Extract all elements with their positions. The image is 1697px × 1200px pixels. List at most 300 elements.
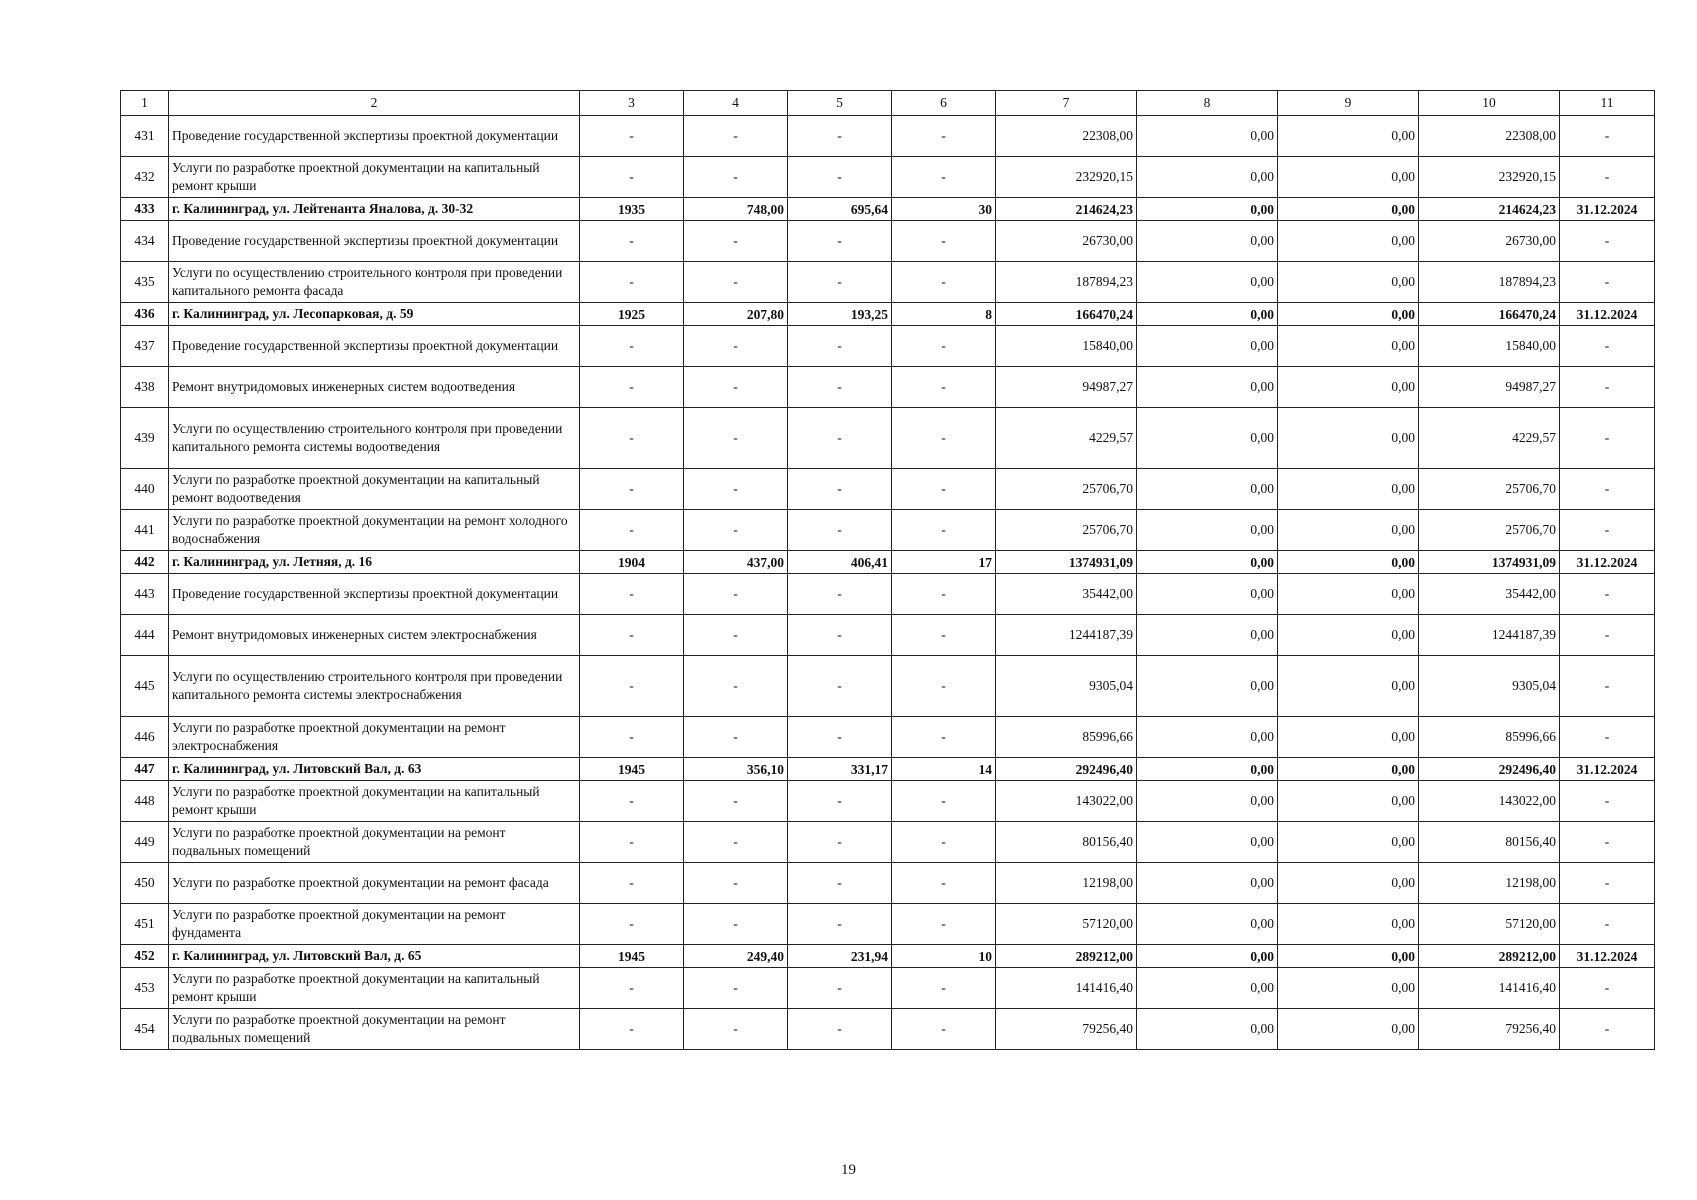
fund-cell: 0,00 [1137, 863, 1278, 904]
year-cell: - [580, 326, 684, 367]
owners-funds-cell: 143022,00 [1419, 781, 1560, 822]
area-total-cell: - [684, 904, 788, 945]
residents-cell: - [892, 1009, 996, 1050]
column-number-header-row [121, 91, 1655, 116]
work-description: Услуги по разработке проектной документации на капитальный ремонт водоотведения [169, 469, 580, 510]
fund-cell: 0,00 [1137, 221, 1278, 262]
owners-funds-cell: 1244187,39 [1419, 615, 1560, 656]
work-row [121, 408, 1655, 469]
row-number: 438 [121, 367, 169, 408]
area-living-cell: - [788, 221, 892, 262]
area-living-cell: 193,25 [788, 303, 892, 326]
year-cell: - [580, 116, 684, 157]
residents-cell: 30 [892, 198, 996, 221]
owners-funds-cell: 57120,00 [1419, 904, 1560, 945]
fund-cell: 0,00 [1137, 510, 1278, 551]
year-cell: - [580, 717, 684, 758]
area-total-cell: - [684, 615, 788, 656]
budget-cell: 0,00 [1278, 574, 1419, 615]
completion-date-cell: 31.12.2024 [1560, 945, 1655, 968]
column-header: 6 [892, 91, 996, 116]
fund-cell: 0,00 [1137, 574, 1278, 615]
fund-cell: 0,00 [1137, 198, 1278, 221]
fund-cell: 0,00 [1137, 968, 1278, 1009]
area-living-cell: - [788, 262, 892, 303]
cost-total-cell: 80156,40 [996, 822, 1137, 863]
area-living-cell: - [788, 615, 892, 656]
work-description: Проведение государственной экспертизы проектной документации [169, 574, 580, 615]
owners-funds-cell: 166470,24 [1419, 303, 1560, 326]
work-row [121, 469, 1655, 510]
area-total-cell: - [684, 367, 788, 408]
area-total-cell: - [684, 968, 788, 1009]
row-number: 446 [121, 717, 169, 758]
completion-date-cell: - [1560, 781, 1655, 822]
budget-cell: 0,00 [1278, 367, 1419, 408]
area-living-cell: - [788, 968, 892, 1009]
address-title: г. Калининград, ул. Лесопарковая, д. 59 [169, 303, 580, 326]
work-row [121, 822, 1655, 863]
year-cell: 1935 [580, 198, 684, 221]
row-number: 451 [121, 904, 169, 945]
row-number: 452 [121, 945, 169, 968]
area-living-cell: - [788, 510, 892, 551]
budget-cell: 0,00 [1278, 904, 1419, 945]
work-row [121, 1009, 1655, 1050]
fund-cell: 0,00 [1137, 945, 1278, 968]
completion-date-cell: - [1560, 367, 1655, 408]
area-living-cell: 406,41 [788, 551, 892, 574]
residents-cell: - [892, 615, 996, 656]
budget-cell: 0,00 [1278, 510, 1419, 551]
row-number: 441 [121, 510, 169, 551]
address-title: г. Калининград, ул. Лейтенанта Яналова, д. 30-32 [169, 198, 580, 221]
row-number: 442 [121, 551, 169, 574]
owners-funds-cell: 12198,00 [1419, 863, 1560, 904]
work-description: Услуги по осуществлению строительного контроля при проведении капитального ремонта фасада [169, 262, 580, 303]
column-header: 11 [1560, 91, 1655, 116]
year-cell: - [580, 781, 684, 822]
budget-cell: 0,00 [1278, 116, 1419, 157]
budget-cell: 0,00 [1278, 656, 1419, 717]
address-row [121, 303, 1655, 326]
year-cell: - [580, 221, 684, 262]
fund-cell: 0,00 [1137, 717, 1278, 758]
owners-funds-cell: 187894,23 [1419, 262, 1560, 303]
completion-date-cell: 31.12.2024 [1560, 758, 1655, 781]
owners-funds-cell: 26730,00 [1419, 221, 1560, 262]
budget-cell: 0,00 [1278, 781, 1419, 822]
completion-date-cell: - [1560, 615, 1655, 656]
row-number: 436 [121, 303, 169, 326]
owners-funds-cell: 79256,40 [1419, 1009, 1560, 1050]
fund-cell: 0,00 [1137, 116, 1278, 157]
work-description: Ремонт внутридомовых инженерных систем электроснабжения [169, 615, 580, 656]
area-living-cell: - [788, 656, 892, 717]
work-description: Услуги по разработке проектной документации на ремонт подвальных помещений [169, 822, 580, 863]
column-header: 4 [684, 91, 788, 116]
budget-cell: 0,00 [1278, 551, 1419, 574]
area-total-cell: - [684, 781, 788, 822]
budget-cell: 0,00 [1278, 758, 1419, 781]
year-cell: - [580, 157, 684, 198]
row-number: 437 [121, 326, 169, 367]
cost-total-cell: 25706,70 [996, 469, 1137, 510]
work-description: Услуги по разработке проектной документации на ремонт подвальных помещений [169, 1009, 580, 1050]
row-number: 445 [121, 656, 169, 717]
fund-cell: 0,00 [1137, 1009, 1278, 1050]
residents-cell: 17 [892, 551, 996, 574]
completion-date-cell: - [1560, 822, 1655, 863]
work-description: Услуги по разработке проектной документации на капитальный ремонт крыши [169, 157, 580, 198]
work-row [121, 717, 1655, 758]
budget-cell: 0,00 [1278, 408, 1419, 469]
owners-funds-cell: 141416,40 [1419, 968, 1560, 1009]
budget-cell: 0,00 [1278, 945, 1419, 968]
work-row [121, 904, 1655, 945]
year-cell: - [580, 262, 684, 303]
cost-total-cell: 94987,27 [996, 367, 1137, 408]
budget-cell: 0,00 [1278, 157, 1419, 198]
residents-cell: - [892, 367, 996, 408]
column-header: 1 [121, 91, 169, 116]
area-total-cell: - [684, 717, 788, 758]
cost-total-cell: 9305,04 [996, 656, 1137, 717]
residents-cell: - [892, 408, 996, 469]
cost-total-cell: 141416,40 [996, 968, 1137, 1009]
cost-total-cell: 26730,00 [996, 221, 1137, 262]
fund-cell: 0,00 [1137, 408, 1278, 469]
cost-total-cell: 79256,40 [996, 1009, 1137, 1050]
residents-cell: - [892, 781, 996, 822]
year-cell: - [580, 656, 684, 717]
work-row [121, 615, 1655, 656]
budget-cell: 0,00 [1278, 198, 1419, 221]
work-description: Услуги по разработке проектной документации на капитальный ремонт крыши [169, 781, 580, 822]
year-cell: - [580, 615, 684, 656]
owners-funds-cell: 15840,00 [1419, 326, 1560, 367]
residents-cell: - [892, 221, 996, 262]
work-description: Услуги по разработке проектной документации на ремонт фундамента [169, 904, 580, 945]
row-number: 431 [121, 116, 169, 157]
residents-cell: - [892, 574, 996, 615]
year-cell: 1904 [580, 551, 684, 574]
column-header: 2 [169, 91, 580, 116]
residents-cell: 10 [892, 945, 996, 968]
row-number: 434 [121, 221, 169, 262]
budget-cell: 0,00 [1278, 221, 1419, 262]
completion-date-cell: - [1560, 326, 1655, 367]
work-description: Проведение государственной экспертизы проектной документации [169, 326, 580, 367]
work-description: Услуги по разработке проектной документации на капитальный ремонт крыши [169, 968, 580, 1009]
year-cell: - [580, 863, 684, 904]
budget-cell: 0,00 [1278, 262, 1419, 303]
owners-funds-cell: 25706,70 [1419, 510, 1560, 551]
area-total-cell: 437,00 [684, 551, 788, 574]
budget-cell: 0,00 [1278, 615, 1419, 656]
cost-total-cell: 1374931,09 [996, 551, 1137, 574]
fund-cell: 0,00 [1137, 822, 1278, 863]
area-total-cell: 748,00 [684, 198, 788, 221]
address-row [121, 945, 1655, 968]
residents-cell: - [892, 717, 996, 758]
year-cell: - [580, 822, 684, 863]
cost-total-cell: 12198,00 [996, 863, 1137, 904]
residents-cell: - [892, 510, 996, 551]
year-cell: - [580, 510, 684, 551]
completion-date-cell: 31.12.2024 [1560, 551, 1655, 574]
area-total-cell: - [684, 262, 788, 303]
fund-cell: 0,00 [1137, 367, 1278, 408]
residents-cell: - [892, 326, 996, 367]
cost-total-cell: 214624,23 [996, 198, 1137, 221]
owners-funds-cell: 292496,40 [1419, 758, 1560, 781]
cost-total-cell: 232920,15 [996, 157, 1137, 198]
cost-total-cell: 57120,00 [996, 904, 1137, 945]
area-total-cell: 207,80 [684, 303, 788, 326]
row-number: 435 [121, 262, 169, 303]
year-cell: - [580, 367, 684, 408]
year-cell: - [580, 968, 684, 1009]
area-living-cell: 331,17 [788, 758, 892, 781]
residents-cell: - [892, 863, 996, 904]
owners-funds-cell: 25706,70 [1419, 469, 1560, 510]
area-living-cell: - [788, 822, 892, 863]
completion-date-cell: - [1560, 717, 1655, 758]
work-row [121, 656, 1655, 717]
column-header: 5 [788, 91, 892, 116]
budget-cell: 0,00 [1278, 863, 1419, 904]
completion-date-cell: - [1560, 157, 1655, 198]
work-row [121, 326, 1655, 367]
address-title: г. Калининград, ул. Литовский Вал, д. 63 [169, 758, 580, 781]
work-row [121, 116, 1655, 157]
cost-total-cell: 25706,70 [996, 510, 1137, 551]
owners-funds-cell: 232920,15 [1419, 157, 1560, 198]
completion-date-cell: - [1560, 1009, 1655, 1050]
area-total-cell: 249,40 [684, 945, 788, 968]
row-number: 443 [121, 574, 169, 615]
address-row [121, 551, 1655, 574]
area-living-cell: - [788, 781, 892, 822]
residents-cell: - [892, 904, 996, 945]
row-number: 453 [121, 968, 169, 1009]
area-living-cell: - [788, 469, 892, 510]
document-page [120, 90, 1654, 1050]
owners-funds-cell: 94987,27 [1419, 367, 1560, 408]
completion-date-cell: - [1560, 116, 1655, 157]
row-number: 450 [121, 863, 169, 904]
area-living-cell: - [788, 863, 892, 904]
owners-funds-cell: 4229,57 [1419, 408, 1560, 469]
area-total-cell: - [684, 822, 788, 863]
area-living-cell: - [788, 1009, 892, 1050]
work-description: Проведение государственной экспертизы проектной документации [169, 116, 580, 157]
area-total-cell: - [684, 408, 788, 469]
work-row [121, 510, 1655, 551]
year-cell: 1925 [580, 303, 684, 326]
work-row [121, 221, 1655, 262]
repair-program-table [120, 90, 1655, 1050]
area-living-cell: - [788, 326, 892, 367]
year-cell: - [580, 904, 684, 945]
area-total-cell: - [684, 116, 788, 157]
area-living-cell: - [788, 574, 892, 615]
area-living-cell: - [788, 157, 892, 198]
fund-cell: 0,00 [1137, 615, 1278, 656]
area-total-cell: 356,10 [684, 758, 788, 781]
area-total-cell: - [684, 469, 788, 510]
column-header: 3 [580, 91, 684, 116]
row-number: 454 [121, 1009, 169, 1050]
fund-cell: 0,00 [1137, 469, 1278, 510]
fund-cell: 0,00 [1137, 303, 1278, 326]
completion-date-cell: - [1560, 221, 1655, 262]
budget-cell: 0,00 [1278, 326, 1419, 367]
owners-funds-cell: 22308,00 [1419, 116, 1560, 157]
budget-cell: 0,00 [1278, 1009, 1419, 1050]
completion-date-cell: 31.12.2024 [1560, 303, 1655, 326]
address-title: г. Калининград, ул. Летняя, д. 16 [169, 551, 580, 574]
fund-cell: 0,00 [1137, 262, 1278, 303]
work-description: Услуги по осуществлению строительного контроля при проведении капитального ремонта системы электроснабжения [169, 656, 580, 717]
work-row [121, 863, 1655, 904]
completion-date-cell: - [1560, 574, 1655, 615]
row-number: 449 [121, 822, 169, 863]
work-row [121, 781, 1655, 822]
area-total-cell: - [684, 656, 788, 717]
fund-cell: 0,00 [1137, 656, 1278, 717]
cost-total-cell: 15840,00 [996, 326, 1137, 367]
residents-cell: - [892, 656, 996, 717]
budget-cell: 0,00 [1278, 968, 1419, 1009]
completion-date-cell: - [1560, 904, 1655, 945]
owners-funds-cell: 1374931,09 [1419, 551, 1560, 574]
residents-cell: - [892, 469, 996, 510]
fund-cell: 0,00 [1137, 551, 1278, 574]
cost-total-cell: 85996,66 [996, 717, 1137, 758]
completion-date-cell: - [1560, 510, 1655, 551]
work-row [121, 968, 1655, 1009]
cost-total-cell: 35442,00 [996, 574, 1137, 615]
area-living-cell: - [788, 367, 892, 408]
page-number: 19 [841, 1162, 856, 1178]
address-row [121, 198, 1655, 221]
row-number: 444 [121, 615, 169, 656]
work-description: Проведение государственной экспертизы проектной документации [169, 221, 580, 262]
owners-funds-cell: 289212,00 [1419, 945, 1560, 968]
address-title: г. Калининград, ул. Литовский Вал, д. 65 [169, 945, 580, 968]
area-total-cell: - [684, 157, 788, 198]
year-cell: 1945 [580, 945, 684, 968]
year-cell: - [580, 574, 684, 615]
row-number: 433 [121, 198, 169, 221]
area-total-cell: - [684, 574, 788, 615]
fund-cell: 0,00 [1137, 781, 1278, 822]
area-living-cell: - [788, 116, 892, 157]
row-number: 440 [121, 469, 169, 510]
residents-cell: 14 [892, 758, 996, 781]
budget-cell: 0,00 [1278, 469, 1419, 510]
area-total-cell: - [684, 510, 788, 551]
area-total-cell: - [684, 221, 788, 262]
fund-cell: 0,00 [1137, 157, 1278, 198]
year-cell: - [580, 469, 684, 510]
work-description: Услуги по разработке проектной документации на ремонт фасада [169, 863, 580, 904]
budget-cell: 0,00 [1278, 822, 1419, 863]
area-living-cell: 695,64 [788, 198, 892, 221]
column-header: 8 [1137, 91, 1278, 116]
owners-funds-cell: 85996,66 [1419, 717, 1560, 758]
work-row [121, 262, 1655, 303]
residents-cell: - [892, 157, 996, 198]
completion-date-cell: - [1560, 863, 1655, 904]
fund-cell: 0,00 [1137, 904, 1278, 945]
fund-cell: 0,00 [1137, 326, 1278, 367]
completion-date-cell: - [1560, 469, 1655, 510]
owners-funds-cell: 80156,40 [1419, 822, 1560, 863]
residents-cell: - [892, 116, 996, 157]
year-cell: - [580, 1009, 684, 1050]
row-number: 439 [121, 408, 169, 469]
owners-funds-cell: 9305,04 [1419, 656, 1560, 717]
work-description: Услуги по осуществлению строительного контроля при проведении капитального ремонта системы водоотведения [169, 408, 580, 469]
completion-date-cell: - [1560, 656, 1655, 717]
row-number: 448 [121, 781, 169, 822]
cost-total-cell: 292496,40 [996, 758, 1137, 781]
work-description: Ремонт внутридомовых инженерных систем водоотведения [169, 367, 580, 408]
column-header: 7 [996, 91, 1137, 116]
address-row [121, 758, 1655, 781]
cost-total-cell: 289212,00 [996, 945, 1137, 968]
owners-funds-cell: 35442,00 [1419, 574, 1560, 615]
year-cell: 1945 [580, 758, 684, 781]
cost-total-cell: 4229,57 [996, 408, 1137, 469]
row-number: 447 [121, 758, 169, 781]
area-total-cell: - [684, 1009, 788, 1050]
completion-date-cell: - [1560, 968, 1655, 1009]
cost-total-cell: 166470,24 [996, 303, 1137, 326]
area-living-cell: - [788, 904, 892, 945]
area-living-cell: - [788, 408, 892, 469]
cost-total-cell: 1244187,39 [996, 615, 1137, 656]
fund-cell: 0,00 [1137, 758, 1278, 781]
area-total-cell: - [684, 863, 788, 904]
residents-cell: - [892, 262, 996, 303]
residents-cell: - [892, 822, 996, 863]
area-living-cell: 231,94 [788, 945, 892, 968]
cost-total-cell: 143022,00 [996, 781, 1137, 822]
cost-total-cell: 22308,00 [996, 116, 1137, 157]
owners-funds-cell: 214624,23 [1419, 198, 1560, 221]
budget-cell: 0,00 [1278, 303, 1419, 326]
work-description: Услуги по разработке проектной документации на ремонт холодного водоснабжения [169, 510, 580, 551]
completion-date-cell: 31.12.2024 [1560, 198, 1655, 221]
completion-date-cell: - [1560, 262, 1655, 303]
work-row [121, 574, 1655, 615]
column-header: 10 [1419, 91, 1560, 116]
residents-cell: - [892, 968, 996, 1009]
work-row [121, 157, 1655, 198]
area-total-cell: - [684, 326, 788, 367]
area-living-cell: - [788, 717, 892, 758]
row-number: 432 [121, 157, 169, 198]
residents-cell: 8 [892, 303, 996, 326]
cost-total-cell: 187894,23 [996, 262, 1137, 303]
year-cell: - [580, 408, 684, 469]
budget-cell: 0,00 [1278, 717, 1419, 758]
completion-date-cell: - [1560, 408, 1655, 469]
